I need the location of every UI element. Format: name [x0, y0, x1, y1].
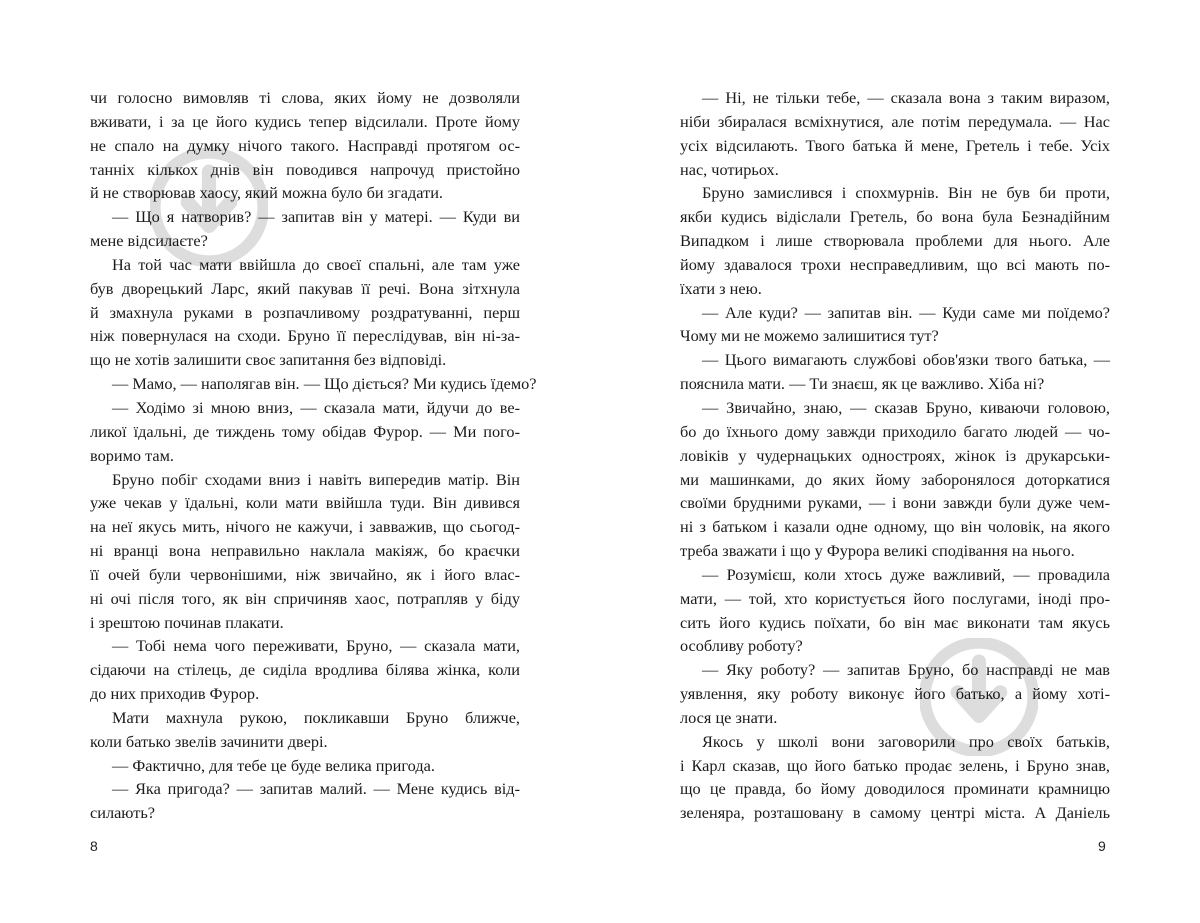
text-line: — Фактично, для тебе це буде велика пригода. — [112, 755, 435, 775]
text-line: усіх відсилають. Твого батька й мене, Гретель і тебе. Усіх — [680, 135, 1110, 155]
text-line: ні вранці вона неправильно наклала макіяж, бо краєчки — [90, 541, 520, 561]
text-line: якби кудись відіслали Гретель, бо вона була Безнадійним — [680, 207, 1110, 227]
text-line: Якось у школі вони заговорили про своїх батьків, — [702, 731, 1110, 751]
text-line: Випадком і лише створювала проблеми для нього. Але — [680, 231, 1110, 251]
text-line: що це правда, бо йому доводилося проминати крамницю — [680, 779, 1110, 799]
left-page-text — [90, 86, 537, 825]
text-line: ніби збиралася всміхнутися, але потім передумала. — Нас — [680, 111, 1110, 131]
text-line: і зрештою починав плакати. — [90, 612, 284, 632]
text-line: зеленяра, розташовану в самому центрі міста. А Даніель — [680, 803, 1110, 823]
text-line: вживати, і за це його кудись тепер відсилали. Проте йому — [90, 111, 520, 131]
text-line: Бруно побіг сходами вниз і навіть випередив матір. Він — [112, 469, 520, 489]
right-page-text — [680, 86, 1110, 825]
text-line: до них приходив Фурор. — [90, 684, 260, 704]
text-line: — Яку роботу? — запитав Бруно, бо насправді не мав — [702, 660, 1110, 680]
text-line: — Тобі нема чого переживати, Бруно, — сказала мати, — [112, 636, 520, 656]
text-line: — Яка пригода? — запитав малий. — Мене кудись від- — [112, 779, 520, 799]
text-line: її очей були червонішими, ніж звичайно, як і його влас- — [90, 564, 520, 584]
text-line: ні з батьком і казали одне одному, що він чоловік, на якого — [680, 517, 1110, 537]
text-line: сідаючи на стілець, де сиділа вродлива білява жінка, коли — [90, 660, 520, 680]
text-line: на неї якусь мить, нічого не кажучи, і завважив, що сьогод- — [90, 517, 520, 537]
text-line: сить його кудись поїхати, бо він має виконати там якусь — [680, 612, 1110, 632]
text-line: пояснила мати. — Ти знаєш, як це важливо. Хіба ні? — [680, 374, 1045, 394]
text-line: — Ходімо зі мною вниз, — сказала мати, йдучи до ве- — [112, 397, 520, 417]
text-line: бо до їхнього дому завжди приходило багато людей — чо- — [680, 421, 1110, 441]
text-line: — Ні, не тільки тебе, — сказала вона з таким виразом, — [702, 88, 1110, 107]
text-line: ні очі після того, як він спричиняв хаос, потрапляв у біду — [90, 588, 520, 608]
text-line: ми машинками, до яких йому заборонялося доторкатися — [680, 469, 1110, 489]
text-line: Чому ми не можемо залишитися тут? — [680, 326, 939, 346]
text-line: не спало на думку нічого такого. Насправді протягом ос- — [90, 135, 520, 155]
text-line: воримо там. — [90, 445, 174, 465]
text-line: був дворецький Ларс, який пакував її речі. Вона зітхнула — [90, 278, 520, 298]
text-line: — Мамо, — наполягав він. — Що діється? Ми кудись їдемо? — [112, 374, 537, 394]
text-line: ликої їдальні, де тиждень тому обідав Фурор. — Ми пого- — [90, 421, 520, 441]
text-line: уявлення, яку роботу виконує його батько, а йому хоті- — [680, 684, 1110, 704]
page-number-left: 8 — [90, 838, 98, 854]
text-line: своїми брудними руками, — і вони завжди були дуже чем- — [680, 493, 1110, 513]
text-line: й не створював хаосу, який можна було би згадати. — [90, 183, 443, 203]
text-line: лося це знати. — [680, 707, 778, 727]
text-line: — Що я натворив? — запитав він у матері. — Куди ви — [112, 207, 520, 227]
text-line: силають? — [90, 803, 156, 823]
text-line: Бруно замислився і спохмурнів. Він не був би проти, — [702, 183, 1110, 203]
text-line: мати, — той, хто користується його послугами, іноді про- — [680, 588, 1110, 608]
text-line: танніх кількох днів він поводився напрочуд пристойно — [90, 159, 520, 179]
text-line: їхати з нею. — [680, 278, 762, 298]
text-line: нас, чотирьох. — [680, 159, 779, 179]
text-line: — Цього вимагають службові обов'язки твого батька, — — [702, 350, 1110, 370]
text-line: На той час мати ввійшла до своєї спальні, але там уже — [112, 254, 520, 274]
page-number-right: 9 — [1098, 838, 1106, 854]
text-line: коли батько звелів зачинити двері. — [90, 731, 328, 751]
text-line: і Карл сказав, що його батько продає зелень, і Бруно знав, — [680, 755, 1110, 775]
text-line: й змахнула руками в розпачливому роздратуванні, перш — [90, 302, 520, 322]
text-line: чи голосно вимовляв ті слова, яких йому не дозволяли — [90, 88, 520, 107]
text-line: ловіків у чудернацьких одностроях, жінок із друкарськи- — [680, 445, 1110, 465]
text-line: — Розумієш, коли хтось дуже важливий, — провадила — [702, 564, 1110, 584]
text-line: уже чекав у їдальні, коли мати ввійшла туди. Він дивився — [90, 493, 520, 513]
text-line: що не хотів залишити своє запитання без відповіді. — [90, 350, 447, 370]
text-line: особливу роботу? — [680, 636, 803, 656]
text-line: треба зважати і що у Фурора великі сподівання на нього. — [680, 541, 1075, 561]
text-line: ніж повернулася на сходи. Бруно її переслідував, він ні-за- — [90, 326, 520, 346]
text-line: йому здавалося трохи несправедливим, що всі мають по- — [680, 254, 1110, 274]
text-line: — Звичайно, знаю, — сказав Бруно, киваючи головою, — [702, 397, 1110, 417]
text-line: — Але куди? — запитав він. — Куди саме ми поїдемо? — [702, 302, 1110, 322]
text-line: Мати махнула рукою, покликавши Бруно ближче, — [112, 707, 520, 727]
text-line: мене відсилаєте? — [90, 231, 208, 251]
